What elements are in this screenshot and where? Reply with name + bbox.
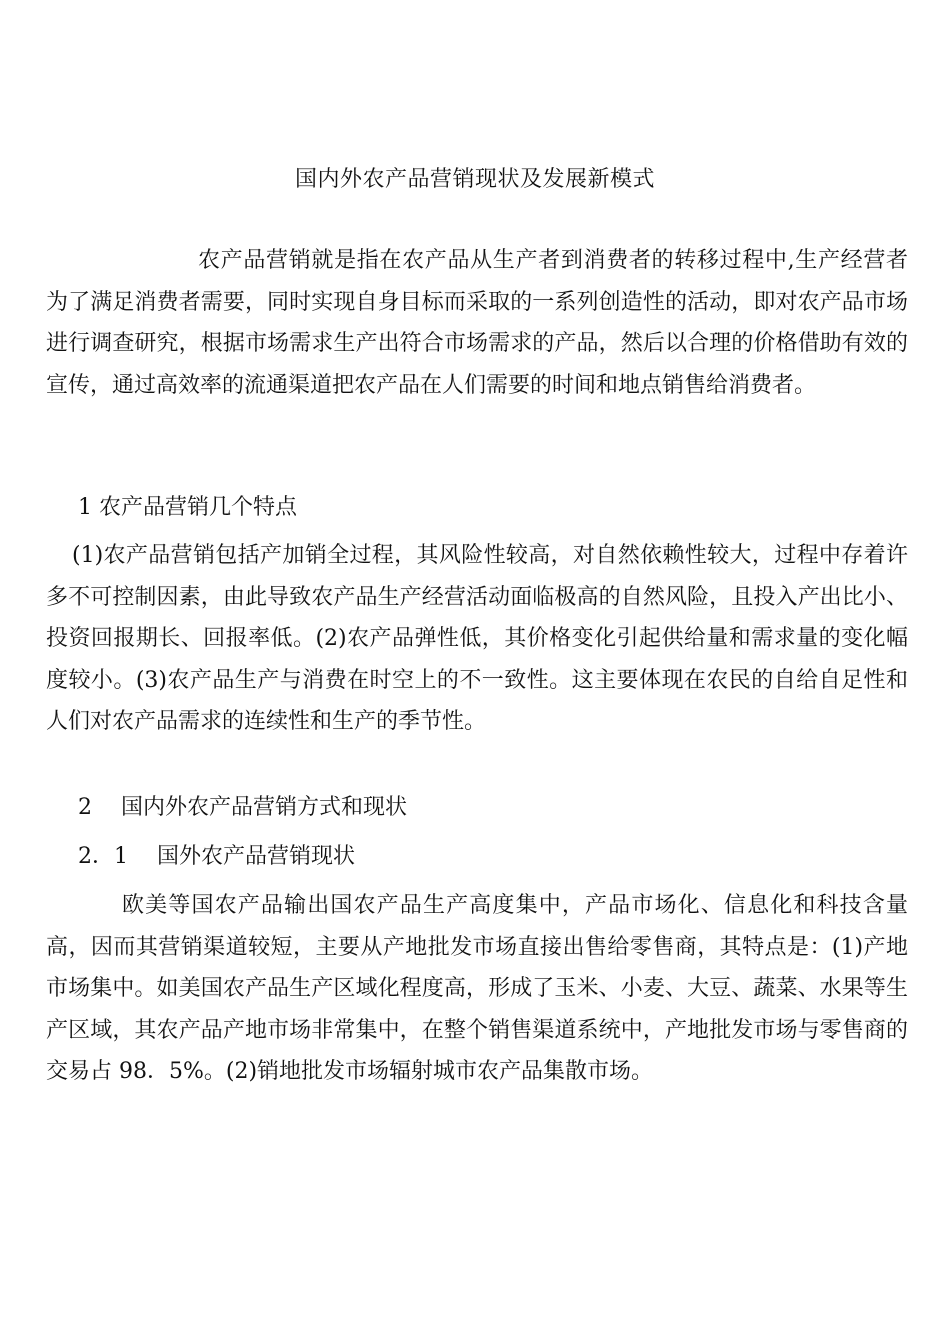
document-title: 国内外农产品营销现状及发展新模式 [294,167,655,192]
intro-paragraph: 农产品营销就是指在农产品从生产者到消费者的转移过程中,生产经营者为了满足消费者需要，同时实现自身目标而采取的一系列创造性的活动，即对农产品市场进行调查研究，根据市场需求生产出符合市场需求的产品，然后以合理的价格借助有效的宣传，通过高效率的流通渠道把农产品在人们需要的时间和地点销售给消费者。 [46,248,908,398]
section-2-1-paragraph: 欧美等国农产品输出国农产品生产高度集中，产品市场化、信息化和科技含量高，因而其营销渠道较短，主要从产地批发市场直接出售给零售商，其特点是：(1)产地市场集中。如美国农产品生产区域化程度高，形成了玉米、小麦、大豆、蔬菜、水果等生产区域，其农产品产地市场非常集中，在整个销售渠道系统中，产地批发市场与零售商的交易占 98．5%。(2)销地批发市场辐射城市农产品集散市场。 [46,893,908,1084]
section-1-heading: 1 农产品营销几个特点 [78,495,297,520]
section-2-heading: 2 国内外农产品营销方式和现状 [78,795,407,820]
section-1-paragraph: (1)农产品营销包括产加销全过程，其风险性较高，对自然依赖性较大，过程中存着许多不可控制因素，由此导致农产品生产经营活动面临极高的自然风险，且投入产出比小、投资回报期长、回报率低。(2)农产品弹性低，其价格变化引起供给量和需求量的变化幅度较小。(3)农产品生产与消费在时空上的不一致性。这主要体现在农民的自给自足性和人们对农产品需求的连续性和生产的季节性。 [46,543,908,734]
section-2-1-heading: 2．1 国外农产品营销现状 [78,844,355,869]
